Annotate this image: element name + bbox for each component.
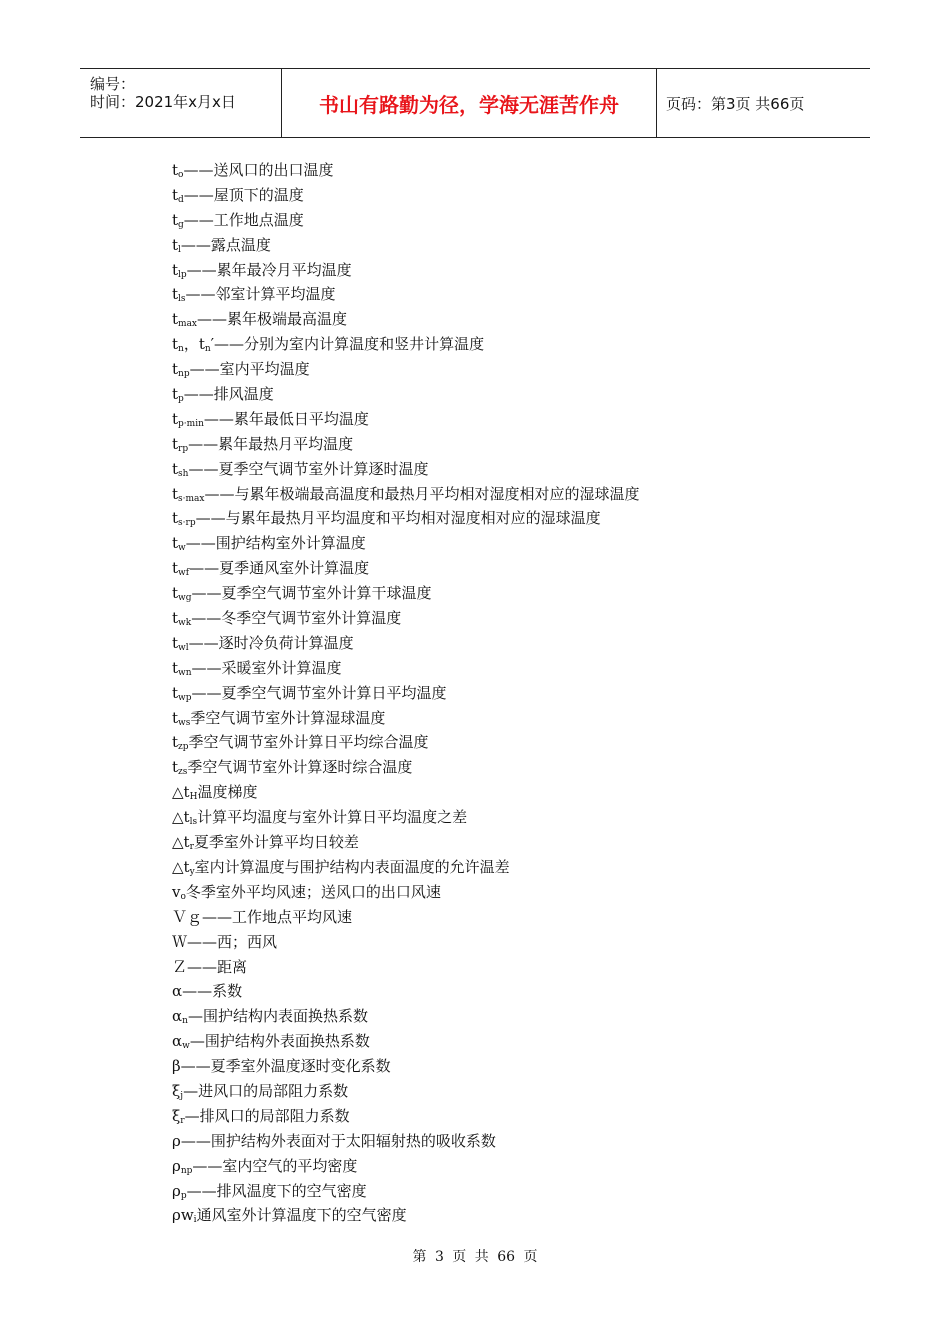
entry-symbol: Ｚ <box>172 957 188 976</box>
entry-symbol: t <box>172 335 179 354</box>
entry-subscript: s·max <box>178 493 205 504</box>
entry-subscript: j <box>180 1090 184 1101</box>
entry-description: ——室内平均温度 <box>189 360 310 379</box>
entry-symbol: t <box>172 185 179 204</box>
entry-symbol: ξ <box>172 1081 181 1100</box>
entry-symbol: t <box>172 534 179 553</box>
entry-description: ——围护结构外表面对于太阳辐射热的吸收系数 <box>180 1131 496 1150</box>
entry-symbol: t <box>172 733 179 752</box>
entry-description: ——围护结构室外计算温度 <box>185 534 366 553</box>
symbol-entry <box>172 1129 640 1154</box>
entry-symbol: △t <box>172 808 190 827</box>
symbol-entry <box>172 706 640 731</box>
entry-subscript: zp <box>178 742 189 753</box>
entry-description: ——与累年极端最高温度和最热月平均相对湿度相对应的湿球温度 <box>204 484 640 503</box>
entry-subscript: w <box>178 543 186 554</box>
symbol-entry <box>172 556 640 581</box>
entry-symbol: t <box>172 484 179 503</box>
entry-subscript: r <box>189 842 194 853</box>
entry-symbol: ρ <box>172 1181 181 1200</box>
symbol-entry <box>172 1079 640 1104</box>
symbol-entry <box>172 307 640 332</box>
entry-description: ——室内空气的平均密度 <box>192 1156 358 1175</box>
entry-symbol: t <box>172 235 179 254</box>
entry-description: ——累年最热月平均温度 <box>188 434 354 453</box>
entry-symbol: t <box>172 409 179 428</box>
entry-description: ——西；西风 <box>187 932 278 951</box>
symbol-entry <box>172 482 640 507</box>
entry-subscript: n <box>178 344 184 355</box>
symbol-list <box>172 158 640 1228</box>
symbol-entry <box>172 855 640 880</box>
symbol-entry <box>172 631 640 656</box>
symbol-entry <box>172 258 640 283</box>
entry-subscript: g <box>178 219 184 230</box>
entry-subscript: wl <box>178 642 189 653</box>
entry-description: ——距离 <box>187 957 248 976</box>
entry-symbol: α <box>172 1007 183 1026</box>
symbol-entry <box>172 357 640 382</box>
symbol-entry <box>172 506 640 531</box>
entry-description: ——逐时冷负荷计算温度 <box>188 633 354 652</box>
entry-symbol: α <box>172 1032 183 1051</box>
entry-subscript: p <box>178 394 184 405</box>
entry-description: 季空气调节室外计算湿球温度 <box>190 708 386 727</box>
symbol-entry <box>172 805 640 830</box>
entry-description: ——累年最冷月平均温度 <box>186 260 352 279</box>
page-header <box>80 68 870 138</box>
entry-subscript: max <box>178 319 198 330</box>
entry-symbol: t <box>172 559 179 578</box>
entry-subscript: wf <box>178 568 190 579</box>
symbol-entry <box>172 208 640 233</box>
entry-symbol: t <box>172 584 179 603</box>
symbol-entry <box>172 830 640 855</box>
symbol-entry <box>172 457 640 482</box>
entry-subscript: d <box>178 194 184 205</box>
entry-description: ——露点温度 <box>180 235 271 254</box>
entry-symbol: Ｖｇ <box>172 907 203 926</box>
entry-subscript: n <box>182 1016 188 1027</box>
entry-symbol: t <box>172 633 179 652</box>
entry-symbol: ξ <box>172 1106 181 1125</box>
entry-symbol: t <box>172 609 179 628</box>
entry-symbol: t <box>172 285 179 304</box>
entry-subscript: ls <box>189 817 198 828</box>
symbol-entry <box>172 1004 640 1029</box>
document-date: 时间：2021年x月x日 <box>90 93 236 111</box>
entry-description: ——屋顶下的温度 <box>183 185 304 204</box>
entry-description: 季空气调节室外计算日平均综合温度 <box>188 733 429 752</box>
symbol-entry <box>172 1154 640 1179</box>
entry-symbol: ρ <box>172 1156 181 1175</box>
header-slogan: 书山有路勤为径，学海无涯苦作舟 <box>319 92 619 117</box>
entry-description: 温度梯度 <box>197 783 258 802</box>
entry-description: 计算平均温度与室外计算日平均温度之差 <box>197 808 468 827</box>
entry-subscript: np <box>178 369 190 380</box>
entry-subscript: p·min <box>178 418 204 429</box>
entry-subscript: H <box>189 792 198 803</box>
entry-description: ——采暖室外计算温度 <box>191 658 342 677</box>
entry-description: ——排风温度下的空气密度 <box>186 1181 367 1200</box>
symbol-entry <box>172 407 640 432</box>
entry-subscript: ls <box>178 294 186 305</box>
entry-symbol: △t <box>172 857 190 876</box>
entry-subscript: o <box>178 170 184 180</box>
symbol-entry <box>172 332 640 357</box>
symbol-entry <box>172 1203 640 1228</box>
header-page-cell <box>656 69 870 137</box>
entry-symbol: t <box>172 459 179 478</box>
entry-symbol: ρw <box>172 1206 194 1225</box>
entry-description: ——工作地点温度 <box>183 210 304 229</box>
entry-subscript: wp <box>178 692 192 703</box>
symbol-entry <box>172 905 640 930</box>
entry-description: ——系数 <box>182 982 243 1001</box>
entry-description: ，t <box>183 335 205 354</box>
page-footer: 第 3 页 共 66 页 <box>412 1249 538 1265</box>
entry-symbol: t <box>172 683 179 702</box>
symbol-entry <box>172 158 640 183</box>
entry-description: 通风室外计算温度下的空气密度 <box>196 1206 407 1225</box>
symbol-entry <box>172 1179 640 1204</box>
entry-symbol: Ｗ <box>172 932 188 951</box>
entry-description: ——夏季通风室外计算温度 <box>189 559 370 578</box>
entry-subscript: wn <box>178 667 192 678</box>
entry-description: ——排风温度 <box>183 385 274 404</box>
entry-symbol: t <box>172 310 179 329</box>
entry-symbol: t <box>172 658 179 677</box>
entry-description: ——夏季空气调节室外计算干球温度 <box>191 584 432 603</box>
entry-description: ——累年最低日平均温度 <box>203 409 369 428</box>
entry-description: ——夏季室外温度逐时变化系数 <box>180 1057 391 1076</box>
symbol-entry <box>172 656 640 681</box>
entry-symbol: t <box>172 360 179 379</box>
symbol-entry <box>172 755 640 780</box>
header-page-code: 页码：第3页 共66页 <box>666 94 805 113</box>
entry-subscript: s·rp <box>178 518 196 529</box>
entry-symbol: t <box>172 509 179 528</box>
symbol-entry <box>172 282 640 307</box>
symbol-entry <box>172 930 640 955</box>
entry-description: 夏季室外计算平均日较差 <box>193 833 359 852</box>
symbol-entry <box>172 979 640 1004</box>
entry-symbol: t <box>172 210 179 229</box>
entry-subscript: zs <box>178 767 188 778</box>
entry-description: —围护结构内表面换热系数 <box>187 1007 368 1026</box>
entry-subscript: np <box>180 1165 193 1176</box>
entry-subscript: rp <box>178 443 189 454</box>
entry-symbol: β <box>172 1057 181 1076</box>
symbol-entry <box>172 955 640 980</box>
entry-subscript: p <box>180 1190 187 1201</box>
entry-description: ——邻室计算平均温度 <box>185 285 336 304</box>
entry-description: —围护结构外表面换热系数 <box>189 1032 370 1051</box>
entry-symbol: t <box>172 260 179 279</box>
symbol-entry <box>172 606 640 631</box>
entry-description: 季空气调节室外计算逐时综合温度 <box>187 758 413 777</box>
symbol-entry <box>172 880 640 905</box>
entry-description: ——累年极端最高温度 <box>197 310 348 329</box>
symbol-entry <box>172 382 640 407</box>
document-number-label: 编号： <box>90 75 136 93</box>
symbol-entry <box>172 730 640 755</box>
entry-subscript: l <box>178 244 181 255</box>
entry-description: ——夏季空气调节室外计算日平均温度 <box>191 683 447 702</box>
entry-subscript: w <box>182 1041 190 1052</box>
symbol-entry <box>172 581 640 606</box>
entry-subscript: wk <box>178 618 192 629</box>
entry-description: ——冬季空气调节室外计算温度 <box>191 609 402 628</box>
header-slogan-cell <box>281 69 657 137</box>
entry-symbol: ρ <box>172 1131 181 1150</box>
entry-subscript: ws <box>178 717 191 728</box>
header-left-cell <box>80 69 280 137</box>
entry-description: —排风口的局部阻力系数 <box>184 1106 350 1125</box>
entry-subscript: lp <box>178 269 187 280</box>
entry-symbol: t <box>172 434 179 453</box>
symbol-entry <box>172 233 640 258</box>
entry-symbol: △t <box>172 783 190 802</box>
entry-description: —进风口的局部阻力系数 <box>183 1081 349 1100</box>
symbol-entry <box>172 531 640 556</box>
entry-description: ——与累年最热月平均温度和平均相对湿度相对应的湿球温度 <box>195 509 601 528</box>
entry-subscript-2: n <box>204 344 211 355</box>
entry-symbol: t <box>172 758 179 777</box>
entry-symbol: △t <box>172 833 190 852</box>
symbol-entry <box>172 681 640 706</box>
entry-description-2: ′——分别为室内计算温度和竖井计算温度 <box>210 335 485 354</box>
entry-symbol: t <box>172 385 179 404</box>
entry-description: 冬季室外平均风速；送风口的出口风速 <box>185 882 441 901</box>
entry-description: ——夏季空气调节室外计算逐时温度 <box>188 459 429 478</box>
entry-symbol: v <box>172 882 181 901</box>
entry-description: ——工作地点平均风速 <box>202 907 353 926</box>
symbol-entry <box>172 1104 640 1129</box>
entry-subscript: r <box>180 1115 185 1126</box>
entry-subscript: y <box>189 866 195 877</box>
entry-symbol: t <box>172 708 179 727</box>
entry-subscript: sh <box>178 468 189 479</box>
entry-symbol: α <box>172 982 183 1001</box>
symbol-entry <box>172 183 640 208</box>
entry-subscript: i <box>193 1215 197 1226</box>
symbol-entry <box>172 1054 640 1079</box>
symbol-entry <box>172 432 640 457</box>
entry-subscript: o <box>180 891 186 902</box>
entry-description: ——送风口的出口温度 <box>183 161 334 179</box>
entry-subscript: wg <box>178 593 192 604</box>
entry-description: 室内计算温度与围护结构内表面温度的允许温差 <box>194 857 510 876</box>
symbol-entry <box>172 780 640 805</box>
symbol-entry <box>172 1029 640 1054</box>
entry-symbol: t <box>172 161 179 179</box>
